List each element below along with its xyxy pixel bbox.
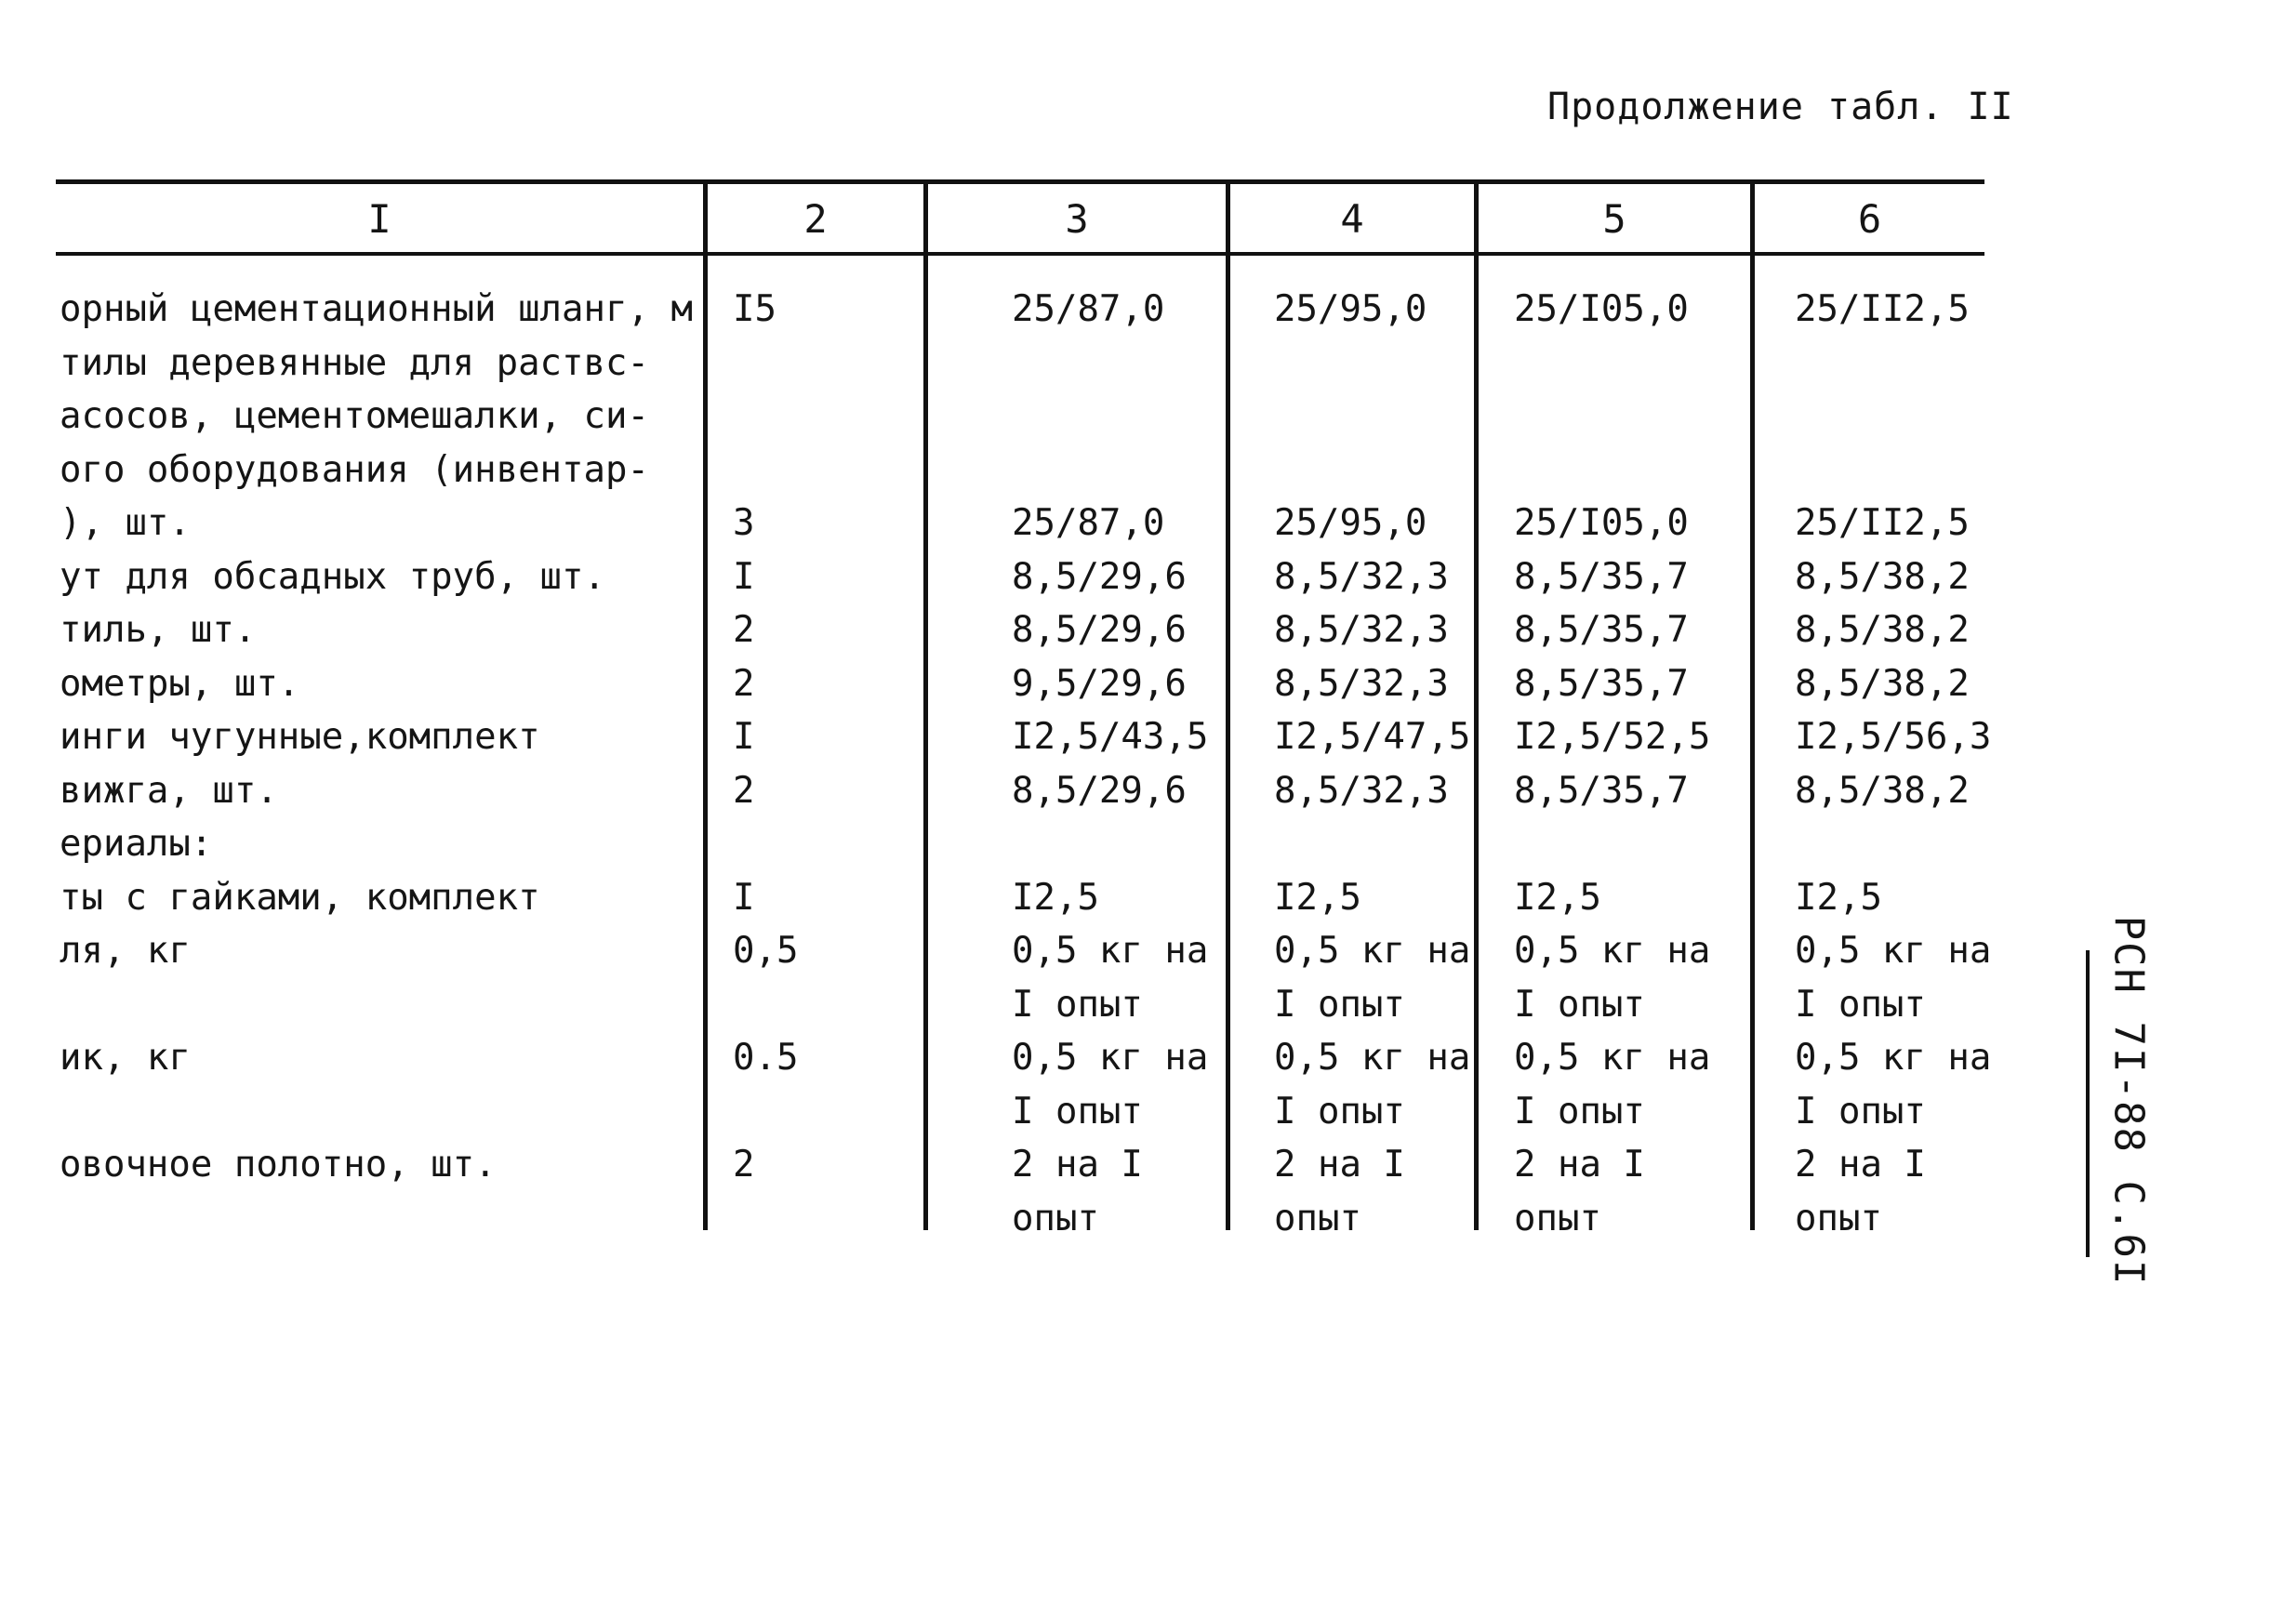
row-4-col-6: 8,5/38,2 xyxy=(1795,609,1970,651)
row-11-col-4-line-2: I опыт xyxy=(1274,1090,1405,1133)
row-4-col-5: 8,5/35,7 xyxy=(1514,609,1689,651)
row-9-col-3: I2,5 xyxy=(1012,876,1099,919)
row-7-col-3: 8,5/29,6 xyxy=(1012,769,1187,812)
row-10-col-6-line-2: I опыт xyxy=(1795,983,1926,1026)
row-9-col-5: I2,5 xyxy=(1514,876,1601,919)
row-2-col-4: 25/95,0 xyxy=(1274,502,1427,544)
row-10-col-6-line-1: 0,5 кг на xyxy=(1795,930,1992,972)
row-11-col-5-line-1: 0,5 кг на xyxy=(1514,1037,1711,1079)
row-6-description-line-1: инги чугунные,комплект xyxy=(60,716,540,758)
row-2-description-line-2: асосов, цементомешалки, си- xyxy=(60,395,649,437)
row-1-col-4: 25/95,0 xyxy=(1274,288,1427,330)
row-5-col-5: 8,5/35,7 xyxy=(1514,662,1689,705)
row-1-col-6: 25/II2,5 xyxy=(1795,288,1970,330)
row-11-col-2: 0.5 xyxy=(733,1037,799,1079)
row-12-description-line-1: овочное полотно, шт. xyxy=(60,1144,497,1186)
row-3-col-2: I xyxy=(733,555,755,598)
row-11-col-6-line-2: I опыт xyxy=(1795,1090,1926,1133)
row-12-col-6-line-1: 2 на I xyxy=(1795,1144,1926,1186)
row-1-col-5: 25/I05,0 xyxy=(1514,288,1689,330)
row-6-col-5: I2,5/52,5 xyxy=(1514,716,1711,758)
row-10-col-4-line-2: I опыт xyxy=(1274,983,1405,1026)
row-10-col-5-line-2: I опыт xyxy=(1514,983,1645,1026)
row-10-col-2: 0,5 xyxy=(733,930,799,972)
row-2-description-line-1: тилы деревянные для раствс- xyxy=(60,341,649,384)
row-9-col-2: I xyxy=(733,876,755,919)
row-12-col-4-line-2: опыт xyxy=(1274,1197,1361,1239)
row-11-col-3-line-1: 0,5 кг на xyxy=(1012,1037,1209,1079)
row-2-col-2: 3 xyxy=(733,502,755,544)
row-2-col-3: 25/87,0 xyxy=(1012,502,1165,544)
row-4-col-3: 8,5/29,6 xyxy=(1012,609,1187,651)
row-9-description-line-1: ты с гайками, комплект xyxy=(60,876,540,919)
row-3-description-line-1: ут для обсадных труб, шт. xyxy=(60,555,605,598)
row-6-col-3: I2,5/43,5 xyxy=(1012,716,1209,758)
header-col-6: 6 xyxy=(1857,196,1882,242)
column-divider-3 xyxy=(1226,181,1230,1230)
row-11-col-4-line-1: 0,5 кг на xyxy=(1274,1037,1471,1079)
row-4-col-4: 8,5/32,3 xyxy=(1274,609,1449,651)
row-2-description-line-3: ого оборудования (инвентар- xyxy=(60,448,649,491)
header-col-2: 2 xyxy=(803,196,828,242)
row-5-description-line-1: ометры, шт. xyxy=(60,662,300,705)
row-12-col-3-line-1: 2 на I xyxy=(1012,1144,1143,1186)
row-7-col-5: 8,5/35,7 xyxy=(1514,769,1689,812)
row-4-col-2: 2 xyxy=(733,609,755,651)
row-2-col-5: 25/I05,0 xyxy=(1514,502,1689,544)
header-col-4: 4 xyxy=(1340,196,1364,242)
column-divider-2 xyxy=(923,181,928,1230)
row-12-col-6-line-2: опыт xyxy=(1795,1197,1882,1239)
row-2-description-line-4: ), шт. xyxy=(60,502,191,544)
row-8-description-line-1: ериалы: xyxy=(60,823,213,865)
row-11-col-6-line-1: 0,5 кг на xyxy=(1795,1037,1992,1079)
row-7-col-4: 8,5/32,3 xyxy=(1274,769,1449,812)
row-3-col-4: 8,5/32,3 xyxy=(1274,555,1449,598)
row-6-col-2: I xyxy=(733,716,755,758)
row-10-col-3-line-1: 0,5 кг на xyxy=(1012,930,1209,972)
row-10-col-3-line-2: I опыт xyxy=(1012,983,1143,1026)
table-caption: Продолжение табл. II xyxy=(1547,86,2014,128)
header-col-5: 5 xyxy=(1602,196,1626,242)
row-3-col-5: 8,5/35,7 xyxy=(1514,555,1689,598)
row-7-col-6: 8,5/38,2 xyxy=(1795,769,1970,812)
row-2-col-6: 25/II2,5 xyxy=(1795,502,1970,544)
row-9-col-4: I2,5 xyxy=(1274,876,1361,919)
table-top-rule xyxy=(56,179,1984,184)
row-5-col-3: 9,5/29,6 xyxy=(1012,662,1187,705)
row-12-col-5-line-1: 2 на I xyxy=(1514,1144,1645,1186)
row-11-col-5-line-2: I опыт xyxy=(1514,1090,1645,1133)
column-divider-5 xyxy=(1750,181,1755,1230)
row-12-col-5-line-2: опыт xyxy=(1514,1197,1601,1239)
column-divider-1 xyxy=(703,181,708,1230)
row-9-col-6: I2,5 xyxy=(1795,876,1882,919)
row-11-col-3-line-2: I опыт xyxy=(1012,1090,1143,1133)
row-11-description-line-1: ик, кг xyxy=(60,1037,191,1079)
row-6-col-6: I2,5/56,3 xyxy=(1795,716,1992,758)
stamp-rule xyxy=(2086,950,2090,1257)
side-stamp: РСН 7I-88 С.6I xyxy=(2104,915,2153,1287)
row-1-description-line-1: орный цементационный шланг, м xyxy=(60,288,693,330)
row-5-col-6: 8,5/38,2 xyxy=(1795,662,1970,705)
row-10-description-line-1: ля, кг xyxy=(60,930,191,972)
row-3-col-3: 8,5/29,6 xyxy=(1012,555,1187,598)
table-header-rule xyxy=(56,252,1984,256)
row-6-col-4: I2,5/47,5 xyxy=(1274,716,1471,758)
row-7-col-2: 2 xyxy=(733,769,755,812)
row-5-col-4: 8,5/32,3 xyxy=(1274,662,1449,705)
row-3-col-6: 8,5/38,2 xyxy=(1795,555,1970,598)
column-divider-4 xyxy=(1474,181,1479,1230)
header-col-1: I xyxy=(367,196,392,242)
row-1-col-3: 25/87,0 xyxy=(1012,288,1165,330)
row-5-col-2: 2 xyxy=(733,662,755,705)
row-1-col-2: I5 xyxy=(733,288,776,330)
row-4-description-line-1: тиль, шт. xyxy=(60,609,257,651)
row-7-description-line-1: вижга, шт. xyxy=(60,769,278,812)
header-col-3: 3 xyxy=(1065,196,1089,242)
row-12-col-3-line-2: опыт xyxy=(1012,1197,1099,1239)
row-10-col-5-line-1: 0,5 кг на xyxy=(1514,930,1711,972)
row-12-col-4-line-1: 2 на I xyxy=(1274,1144,1405,1186)
row-10-col-4-line-1: 0,5 кг на xyxy=(1274,930,1471,972)
row-12-col-2: 2 xyxy=(733,1144,755,1186)
